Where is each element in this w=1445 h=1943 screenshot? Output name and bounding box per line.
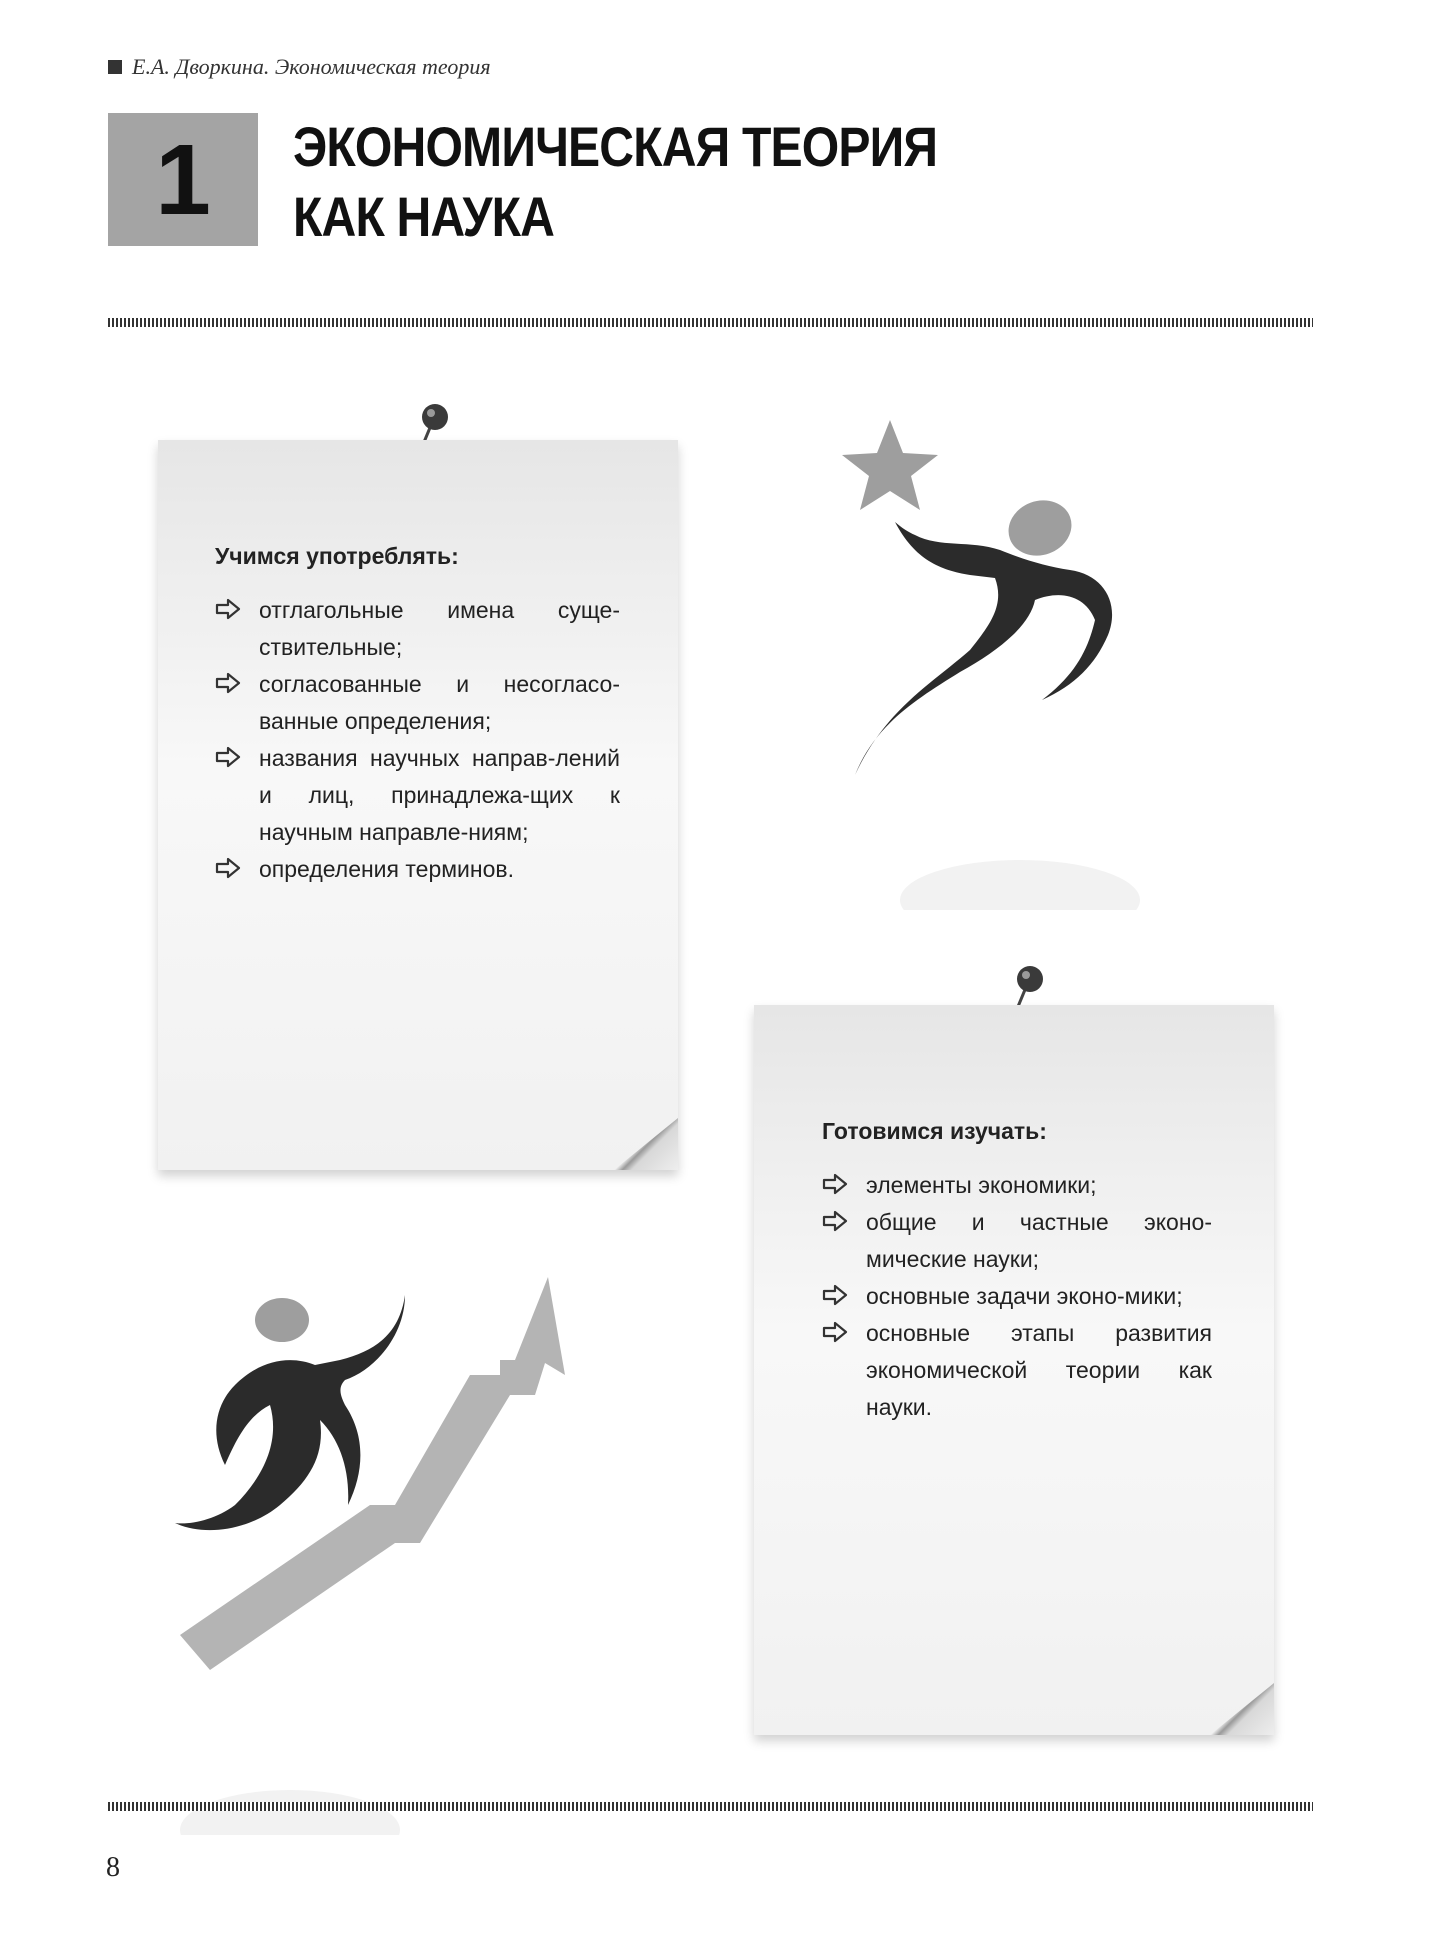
- list-item: основные этапы развития экономической теории как науки.: [822, 1315, 1212, 1426]
- list-item: согласованные и несогласо-ванные определения;: [215, 666, 620, 740]
- running-head-text: Е.А. Дворкина. Экономическая теория: [132, 54, 491, 79]
- outline-arrow-icon: [822, 1321, 848, 1343]
- list-item: названия научных направ-лений и лиц, принадлежа-щих к научным направле-ниям;: [215, 740, 620, 851]
- outline-arrow-icon: [215, 672, 241, 694]
- bullet-list: [215, 592, 620, 888]
- top-divider: [108, 318, 1313, 327]
- outline-arrow-icon: [822, 1210, 848, 1232]
- note-heading: Учимся употреблять:: [215, 543, 459, 569]
- list-item: общие и частные эконо-мические науки;: [822, 1204, 1212, 1278]
- note-card-learn-to-use: [158, 440, 678, 1170]
- chapter-title-line-1: ЭКОНОМИЧЕСКАЯ ТЕОРИЯ: [293, 115, 938, 178]
- chapter-title: [293, 112, 937, 252]
- figure-climbing-arrow-icon: [170, 1275, 630, 1835]
- page-curl: [614, 1118, 678, 1170]
- bullet-list: [822, 1167, 1212, 1426]
- outline-arrow-icon: [215, 746, 241, 768]
- chapter-number: 1: [155, 123, 211, 236]
- note-card-prepare-to-study: [754, 1005, 1274, 1735]
- figure-reaching-star-icon: [820, 410, 1200, 910]
- outline-arrow-icon: [822, 1173, 848, 1195]
- list-item: основные задачи эконо-мики;: [822, 1278, 1212, 1315]
- outline-arrow-icon: [215, 857, 241, 879]
- list-item: определения терминов.: [215, 851, 620, 888]
- outline-arrow-icon: [215, 598, 241, 620]
- chapter-title-line-2: КАК НАУКА: [293, 185, 555, 248]
- page-curl: [1210, 1683, 1274, 1735]
- list-item: элементы экономики;: [822, 1167, 1212, 1204]
- chapter-number-box: [108, 113, 258, 246]
- page-number: 8: [106, 1852, 120, 1883]
- note-heading: Готовимся изучать:: [822, 1118, 1047, 1144]
- square-bullet-icon: [108, 60, 122, 74]
- outline-arrow-icon: [822, 1284, 848, 1306]
- bottom-divider: [108, 1802, 1313, 1811]
- list-item: отглагольные имена суще-ствительные;: [215, 592, 620, 666]
- running-head: [108, 54, 491, 80]
